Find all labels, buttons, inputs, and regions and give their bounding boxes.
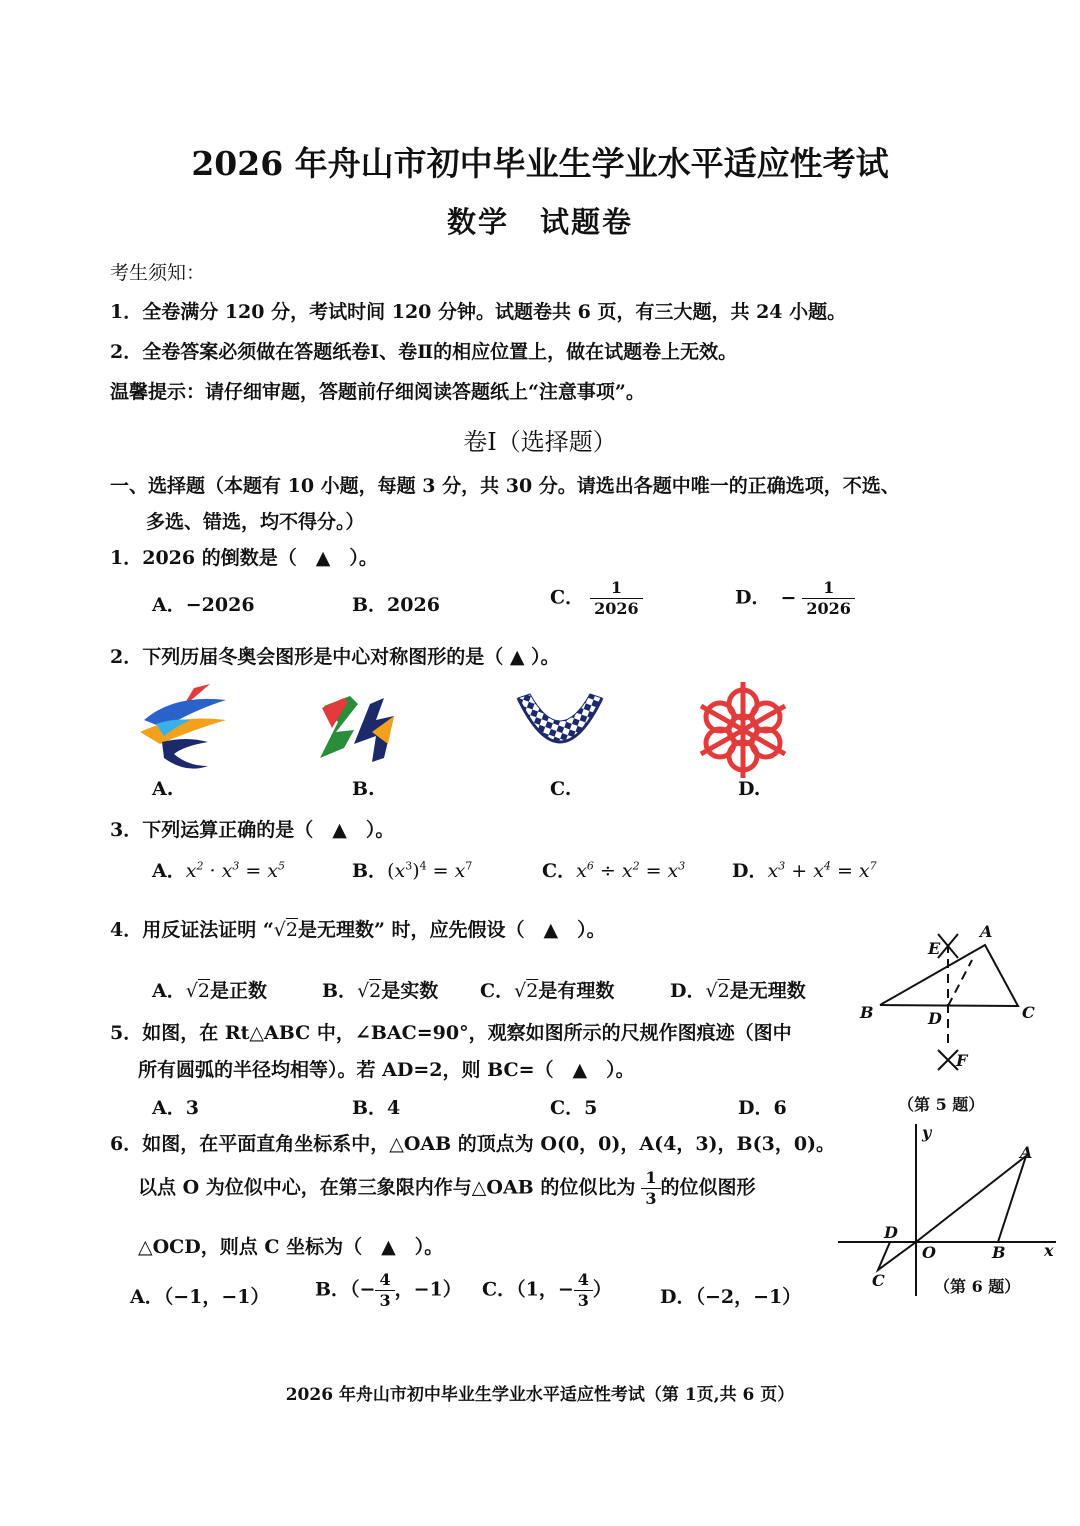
q5-label-f: F bbox=[956, 1051, 968, 1070]
q1-option-c-fraction bbox=[590, 578, 643, 619]
q6-stem-2-post: 的位似图形 bbox=[660, 1176, 756, 1199]
q4-option-d-label: D． bbox=[670, 980, 706, 1002]
notice-item-2: 2．全卷答案必须做在答题纸卷Ⅰ、卷Ⅱ的相应位置上，做在试题卷上无效。 bbox=[110, 341, 738, 363]
q1-d-numerator: 1 bbox=[802, 578, 855, 599]
q4-option-b-label: B． bbox=[322, 980, 358, 1002]
q4-option-c-label: C． bbox=[480, 980, 515, 1002]
q5-label-a: A bbox=[980, 922, 993, 941]
q4-option-c-text: 是有理数 bbox=[538, 980, 615, 1002]
part-desc-1: （本题有 10 小题，每题 3 分，共 30 分。请选出各题中唯一的正确选项，不选、 bbox=[205, 475, 900, 497]
q6-figure bbox=[834, 1120, 1064, 1300]
q6-label-c: C bbox=[872, 1271, 885, 1290]
q2-emblem-a-icon bbox=[134, 680, 234, 776]
q5-option-c: C．5 bbox=[550, 1097, 598, 1119]
q6-option-b-tail: ，−1） bbox=[394, 1278, 462, 1301]
q6-stem-1: 6．如图，在平面直角坐标系中，△OAB 的顶点为 O(0，0)，A(4，3)，B(3，0)。 bbox=[110, 1133, 836, 1155]
q3-stem: 3．下列运算正确的是（ ▲ ）。 bbox=[110, 819, 395, 841]
q3-option-a-label: A． bbox=[152, 860, 186, 882]
q6-b-denominator: 3 bbox=[379, 1291, 391, 1310]
q3-option-d-label: D． bbox=[732, 860, 768, 882]
q5-option-a: A．3 bbox=[152, 1097, 199, 1119]
q6-stem-2 bbox=[138, 1168, 756, 1209]
q2-emblem-d-icon bbox=[696, 680, 790, 780]
q6-stem-3: △OCD，则点 C 坐标为（ ▲ ）。 bbox=[138, 1236, 444, 1258]
q1-stem: 1．2026 的倒数是（ ▲ ）。 bbox=[110, 547, 378, 569]
q6-option-c bbox=[482, 1270, 612, 1311]
q4-option-a-text: 是正数 bbox=[209, 980, 267, 1002]
q5-label-c: C bbox=[1022, 1003, 1035, 1022]
part-heading bbox=[110, 471, 900, 498]
q6-label-x: x bbox=[1044, 1241, 1054, 1260]
page-footer: 2026 年舟山市初中毕业生学业水平适应性考试（第 1页,共 6 页） bbox=[285, 1385, 795, 1405]
q4-option-a: A．√2是正数 bbox=[152, 980, 267, 1002]
q1-option-c-label: C． bbox=[550, 586, 585, 609]
q4-option-d-text: 是无理数 bbox=[729, 980, 806, 1002]
q3-option-a: A．$x^2 \cdot x^3 = x^5$ bbox=[152, 859, 286, 882]
page-subtitle: 数学 试题卷 bbox=[446, 205, 633, 239]
q6-option-c-tail: ） bbox=[592, 1278, 612, 1301]
q2-option-d: D. bbox=[738, 778, 761, 800]
q3-option-c-label: C． bbox=[542, 860, 577, 882]
q3-option-d: D．$x^3 + x^4 = x^7$ bbox=[732, 859, 877, 882]
q5-label-b: B bbox=[860, 1003, 874, 1022]
q1-c-denominator: 2026 bbox=[594, 599, 639, 618]
q5-option-d: D．6 bbox=[738, 1097, 787, 1119]
q6-label-d: D bbox=[884, 1223, 898, 1242]
q6-c-numerator: 4 bbox=[574, 1270, 593, 1291]
q2-option-c: C. bbox=[550, 778, 572, 800]
q4-option-b-text: 是实数 bbox=[381, 980, 439, 1002]
q1-option-d-fraction bbox=[802, 578, 855, 619]
q4-stem-pre: 4．用反证法证明 “ bbox=[110, 919, 274, 941]
q6-option-b-fraction bbox=[375, 1270, 394, 1311]
q1-c-numerator: 1 bbox=[590, 578, 643, 599]
q4-sqrt-arg: 2 bbox=[285, 919, 298, 941]
q6-ratio-fraction bbox=[641, 1168, 660, 1209]
q6-triangle-ocd bbox=[878, 1242, 916, 1270]
q2-emblem-c-icon bbox=[514, 690, 606, 776]
q5-figure bbox=[850, 920, 1050, 1080]
q6-option-d: D．（−2，−1） bbox=[660, 1286, 802, 1308]
q6-c-denominator: 3 bbox=[577, 1291, 589, 1310]
page-title: 2026 年舟山市初中毕业生学业水平适应性考试 bbox=[191, 144, 889, 183]
q4-option-d: D．√2是无理数 bbox=[670, 980, 806, 1002]
q6-option-a: A．（−1，−1） bbox=[130, 1286, 270, 1308]
q1-d-denominator: 2026 bbox=[806, 599, 851, 618]
q1-option-d bbox=[735, 578, 855, 619]
q5-label-d: D bbox=[928, 1009, 942, 1028]
q1-option-b: B．2026 bbox=[352, 594, 440, 616]
q3-option-b: B．$(x^3)^4 = x^7$ bbox=[352, 859, 473, 882]
q1-option-d-label: D． bbox=[735, 586, 771, 609]
q4-stem: 4．用反证法证明 “√2是无理数” 时，应先假设（ ▲ ）。 bbox=[110, 919, 606, 941]
q6-option-c-label: C．（1，− bbox=[482, 1278, 574, 1301]
section-title: 卷Ⅰ（选择题） bbox=[463, 428, 617, 456]
q1-option-c bbox=[550, 578, 643, 619]
q1-option-a: A．−2026 bbox=[152, 594, 255, 616]
q6-b-numerator: 4 bbox=[375, 1270, 394, 1291]
q5-stem-2: 所有圆弧的半径均相等）。若 AD=2，则 BC=（ ▲ ）。 bbox=[138, 1059, 635, 1081]
q6-option-b-label: B．（− bbox=[315, 1278, 376, 1301]
q5-label-e: E bbox=[928, 939, 941, 958]
q6-label-o: O bbox=[922, 1243, 936, 1262]
q6-caption: （第 6 题） bbox=[934, 1277, 1021, 1296]
q6-option-b bbox=[315, 1270, 462, 1311]
q6-ratio-denominator: 3 bbox=[645, 1189, 657, 1208]
notice-tip: 温馨提示：请仔细审题，答题前仔细阅读答题纸上“注意事项”。 bbox=[110, 381, 645, 403]
q6-option-c-fraction bbox=[574, 1270, 593, 1311]
q6-triangle-oab bbox=[916, 1156, 1026, 1242]
q6-label-b: B bbox=[992, 1243, 1006, 1262]
q2-emblem-b-icon bbox=[314, 688, 400, 768]
q6-label-a: A bbox=[1020, 1143, 1033, 1162]
q4-stem-post: 是无理数” 时，应先假设（ ▲ ）。 bbox=[297, 919, 606, 941]
q5-stem-1: 5．如图，在 Rt△ABC 中，∠BAC=90°，观察如图所示的尺规作图痕迹（图中 bbox=[110, 1022, 792, 1044]
part-desc-2: 多选、错选，均不得分。） bbox=[146, 511, 365, 533]
part-label: 一、选择题 bbox=[110, 475, 206, 497]
notice-item-1: 1．全卷满分 120 分，考试时间 120 分钟。试题卷共 6 页，有三大题，共 24 小题。 bbox=[110, 301, 847, 323]
q1-d-sign: − bbox=[780, 586, 797, 609]
q6-ratio-numerator: 1 bbox=[641, 1168, 660, 1189]
q2-option-b: B. bbox=[352, 778, 375, 800]
q5-caption: （第 5 题） bbox=[898, 1095, 985, 1114]
q3-option-b-label: B． bbox=[352, 860, 388, 882]
notice-heading: 考生须知： bbox=[110, 262, 206, 284]
q5-median bbox=[948, 960, 972, 1006]
q2-option-a: A. bbox=[152, 778, 174, 800]
q3-option-c: C．$x^6 \div x^2 = x^3$ bbox=[542, 859, 686, 882]
q5-option-b: B．4 bbox=[352, 1097, 401, 1119]
q2-stem: 2．下列历届冬奥会图形是中心对称图形的是（ ▲ ）。 bbox=[110, 646, 560, 668]
q6-label-y: y bbox=[922, 1123, 932, 1142]
q4-option-a-label: A． bbox=[152, 980, 186, 1002]
q6-stem-2-pre: 以点 O 为位似中心，在第三象限内作与△OAB 的位似比为 bbox=[138, 1176, 636, 1199]
q4-option-b: B．√2是实数 bbox=[322, 980, 439, 1002]
q4-option-c: C．√2是有理数 bbox=[480, 980, 615, 1002]
